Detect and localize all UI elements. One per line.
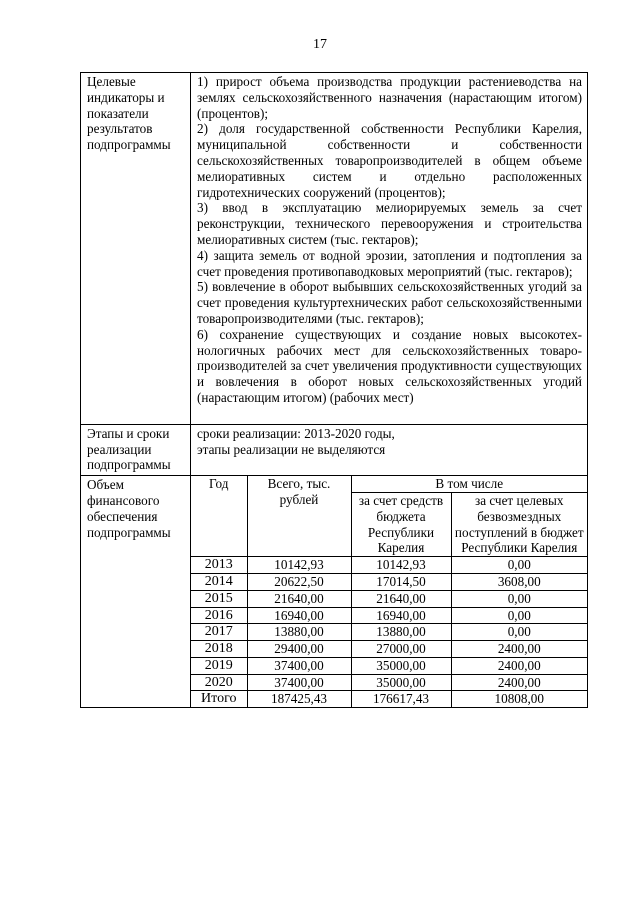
cell-budget: 176617,43: [351, 691, 451, 707]
finance-row: [81, 476, 588, 708]
cell-grants: 0,00: [451, 590, 587, 607]
cell-year: 2016: [191, 607, 247, 624]
cell-budget: 35000,00: [351, 674, 451, 691]
cell-budget: 10142,93: [351, 557, 451, 574]
cell-total: 187425,43: [247, 691, 351, 707]
cell-year: 2014: [191, 573, 247, 590]
cell-year: 2020: [191, 674, 247, 691]
finance-data-row: [191, 691, 587, 707]
finance-header-row: [191, 476, 587, 492]
cell-grants: 2400,00: [451, 641, 587, 658]
cell-budget: 21640,00: [351, 590, 451, 607]
finance-label: Объем финансового обеспечения подпрограммы: [81, 476, 191, 708]
cell-total: 10142,93: [247, 557, 351, 574]
finance-data-row: [191, 657, 587, 674]
page-number: 17: [313, 37, 327, 52]
cell-total: 29400,00: [247, 641, 351, 658]
cell-total: 37400,00: [247, 657, 351, 674]
cell-grants: 0,00: [451, 557, 587, 574]
cell-grants: 2400,00: [451, 674, 587, 691]
cell-grants: 0,00: [451, 624, 587, 641]
header-total: Всего, тыс. рублей: [247, 476, 351, 556]
finance-data-row: [191, 607, 587, 624]
indicator-item: 5) вовлечение в оборот выбывших сельскохозяйственных угодий за счет проведения культуртехнических работ сельскохозяйственными товаропроизводителями (тыс. гектаров);: [197, 279, 582, 326]
header-year: Год: [191, 476, 247, 556]
finance-data-row: [191, 590, 587, 607]
cell-total: 20622,50: [247, 573, 351, 590]
passport-table: [80, 72, 588, 708]
finance-content: [191, 476, 588, 708]
stages-item: этапы реализации не выделяются: [197, 441, 386, 457]
cell-total: 21640,00: [247, 590, 351, 607]
cell-total: 37400,00: [247, 674, 351, 691]
cell-budget: 27000,00: [351, 641, 451, 658]
finance-data-row: [191, 641, 587, 658]
cell-budget: 17014,50: [351, 573, 451, 590]
cell-year: 2013: [191, 557, 247, 574]
cell-year: 2018: [191, 641, 247, 658]
cell-total: 16940,00: [247, 607, 351, 624]
indicators-label: Целевые индикаторы и показатели результатов подпрограммы: [81, 73, 191, 425]
finance-data-row: [191, 557, 587, 574]
cell-year: 2017: [191, 624, 247, 641]
cell-grants: 2400,00: [451, 657, 587, 674]
header-group: В том числе: [351, 476, 587, 492]
cell-grants: 3608,00: [451, 573, 587, 590]
stages-content: [191, 424, 588, 475]
finance-data-row: [191, 624, 587, 641]
cell-budget: 13880,00: [351, 624, 451, 641]
finance-data-row: [191, 674, 587, 691]
indicator-item: 3) ввод в эксплуатацию мелиорируемых земель за счет реконструкции, технического перевооружения и строительства мелиоративных систем (тыс. гектаров);: [197, 200, 582, 247]
cell-budget: 16940,00: [351, 607, 451, 624]
indicator-item: 2) доля государственной собственности Республики Карелия, муниципальной собственности и собственности сельскохозяйственных товаропроизводителей в общем объеме мелиоративных систем и отдельно расположенных гидротехнических сооружений (процентов);: [197, 121, 582, 200]
cell-year: 2019: [191, 657, 247, 674]
cell-year: Итого: [191, 691, 247, 707]
indicators-content: [191, 73, 588, 425]
indicators-row: [81, 73, 588, 425]
stages-label: Этапы и сроки реализации подпрограммы: [81, 424, 191, 475]
indicator-item: 1) прирост объема производства продукции растениеводства на землях сельскохозяйственного назначения (нарастающим итогом) (процентов);: [197, 74, 582, 121]
cell-year: 2015: [191, 590, 247, 607]
header-grants: за счет целевых безвозмездных поступлений в бюджет Республики Карелия: [451, 492, 587, 556]
cell-grants: 0,00: [451, 607, 587, 624]
header-budget: за счет средств бюджета Республики Карелия: [351, 492, 451, 556]
finance-table: [191, 476, 587, 707]
indicator-item: 6) сохранение существующих и создание новых высокотехнологичных рабочих мест для сельскохозяйственных товаропроизводителей за счет увеличения продуктивности существующих и вовлечения в оборот новых сельскохозяйственных угодий (нарастающим итогом) (рабочих мест): [197, 326, 582, 405]
indicator-item: 4) защита земель от водной эрозии, затопления и подтопления за счет проведения противопаводковых мероприятий (тыс. гектаров);: [197, 247, 582, 279]
cell-grants: 10808,00: [451, 691, 587, 707]
cell-budget: 35000,00: [351, 657, 451, 674]
finance-data-row: [191, 573, 587, 590]
stages-row: [81, 424, 588, 475]
cell-total: 13880,00: [247, 624, 351, 641]
stages-item: сроки реализации: 2013-2020 годы,: [197, 425, 395, 441]
